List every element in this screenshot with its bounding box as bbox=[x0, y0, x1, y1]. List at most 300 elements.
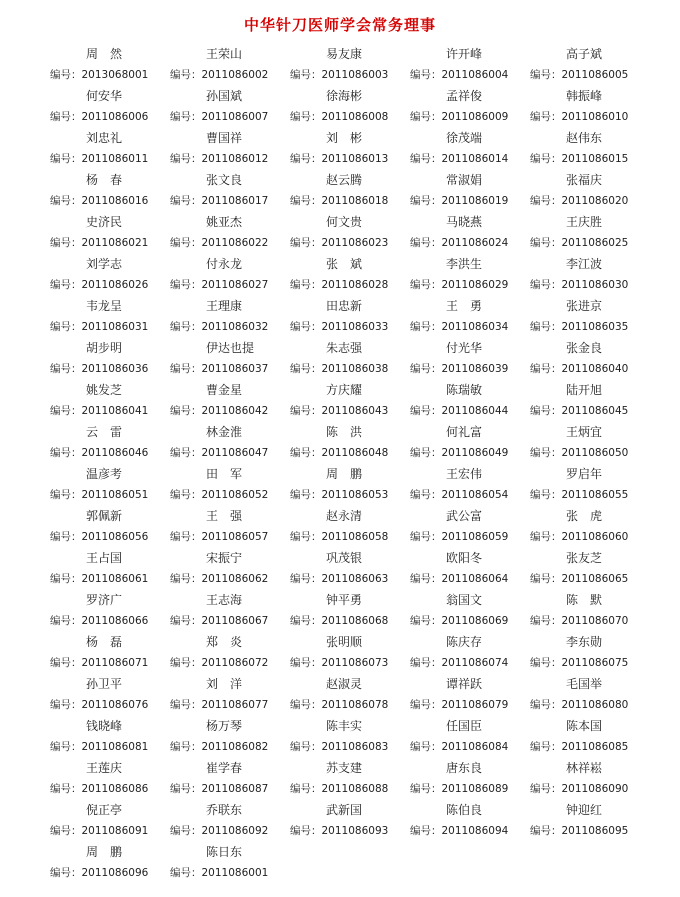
member-number bbox=[50, 611, 148, 631]
member-number bbox=[410, 569, 508, 589]
number-value: 2011086083 bbox=[321, 741, 389, 753]
member-name: 林祥崧 bbox=[566, 761, 603, 775]
member-number bbox=[530, 569, 628, 589]
name-line bbox=[0, 758, 680, 778]
number-value: 2011086040 bbox=[561, 363, 629, 375]
number-value: 2011086046 bbox=[81, 447, 149, 459]
member-number bbox=[290, 821, 388, 841]
number-label: 编号： bbox=[50, 489, 82, 501]
number-value: 2011086072 bbox=[201, 657, 269, 669]
number-value: 2011086084 bbox=[441, 741, 509, 753]
number-label: 编号： bbox=[530, 573, 562, 585]
number-value: 2011086019 bbox=[441, 195, 509, 207]
member-number bbox=[290, 569, 388, 589]
member-number bbox=[50, 359, 148, 379]
member-name: 王炳宜 bbox=[566, 425, 603, 439]
number-label: 编号： bbox=[530, 447, 562, 459]
member-number bbox=[170, 653, 268, 673]
number-value: 2011086056 bbox=[81, 531, 149, 543]
number-label: 编号： bbox=[410, 825, 442, 837]
member-name: 陈瑞敏 bbox=[446, 383, 483, 397]
number-value: 2011086062 bbox=[201, 573, 269, 585]
number-value: 2011086085 bbox=[561, 741, 629, 753]
name-line bbox=[0, 674, 680, 694]
number-value: 2011086065 bbox=[561, 573, 629, 585]
member-name: 杨万琴 bbox=[206, 719, 243, 733]
number-value: 2011086095 bbox=[561, 825, 629, 837]
number-value: 2011086007 bbox=[201, 111, 269, 123]
member-number bbox=[530, 611, 628, 631]
member-number bbox=[410, 401, 508, 421]
number-value: 2011086094 bbox=[441, 825, 509, 837]
name-line bbox=[0, 422, 680, 442]
member-number bbox=[410, 191, 508, 211]
member-number bbox=[410, 485, 508, 505]
member-number bbox=[50, 569, 148, 589]
number-value: 2011086066 bbox=[81, 615, 149, 627]
number-label: 编号： bbox=[50, 279, 82, 291]
member-number bbox=[410, 233, 508, 253]
member-number bbox=[50, 149, 148, 169]
number-value: 2011086059 bbox=[441, 531, 509, 543]
member-number bbox=[290, 107, 388, 127]
number-label: 编号： bbox=[50, 69, 82, 81]
number-label: 编号： bbox=[410, 111, 442, 123]
number-label: 编号： bbox=[170, 69, 202, 81]
member-name: 常淑娟 bbox=[446, 173, 483, 187]
member-number bbox=[170, 401, 268, 421]
number-label: 编号： bbox=[290, 825, 322, 837]
member-row bbox=[0, 128, 680, 170]
number-value: 2011086010 bbox=[561, 111, 629, 123]
member-number bbox=[410, 443, 508, 463]
number-label: 编号： bbox=[170, 489, 202, 501]
member-name: 徐茂端 bbox=[446, 131, 483, 145]
number-value: 2011086006 bbox=[81, 111, 149, 123]
name-line bbox=[0, 506, 680, 526]
number-value: 2011086089 bbox=[441, 783, 509, 795]
number-label: 编号： bbox=[410, 363, 442, 375]
number-value: 2011086091 bbox=[81, 825, 149, 837]
member-number bbox=[170, 737, 268, 757]
member-name: 陈日东 bbox=[206, 845, 243, 859]
member-name: 赵淑灵 bbox=[326, 677, 363, 691]
number-value: 2011086004 bbox=[441, 69, 509, 81]
member-row bbox=[0, 632, 680, 674]
member-name: 王理康 bbox=[206, 299, 243, 313]
member-name: 杨 磊 bbox=[86, 635, 123, 649]
member-name: 赵伟东 bbox=[566, 131, 603, 145]
number-value: 2011086023 bbox=[321, 237, 389, 249]
number-label: 编号： bbox=[530, 237, 562, 249]
member-row bbox=[0, 548, 680, 590]
number-value: 2011086078 bbox=[321, 699, 389, 711]
member-name: 陈 洪 bbox=[326, 425, 363, 439]
member-name: 王荣山 bbox=[206, 47, 243, 61]
member-name: 林金淮 bbox=[206, 425, 243, 439]
member-number bbox=[170, 359, 268, 379]
number-label: 编号： bbox=[170, 867, 202, 879]
member-name: 付光华 bbox=[446, 341, 483, 355]
member-number bbox=[170, 695, 268, 715]
name-line bbox=[0, 254, 680, 274]
number-label: 编号： bbox=[290, 237, 322, 249]
member-name: 姚亚杰 bbox=[206, 215, 243, 229]
member-number bbox=[530, 233, 628, 253]
member-name: 张金良 bbox=[566, 341, 603, 355]
number-label: 编号： bbox=[170, 237, 202, 249]
member-row bbox=[0, 674, 680, 716]
member-name: 郭佩新 bbox=[86, 509, 123, 523]
number-value: 2011086037 bbox=[201, 363, 269, 375]
member-name: 温彦考 bbox=[86, 467, 123, 481]
member-number bbox=[170, 233, 268, 253]
member-name: 周 鹏 bbox=[326, 467, 363, 481]
number-label: 编号： bbox=[530, 783, 562, 795]
member-number bbox=[50, 821, 148, 841]
member-number bbox=[50, 317, 148, 337]
member-number bbox=[290, 149, 388, 169]
number-label: 编号： bbox=[50, 405, 82, 417]
member-name: 巩茂银 bbox=[326, 551, 363, 565]
number-value: 2011086092 bbox=[201, 825, 269, 837]
number-line bbox=[0, 233, 680, 253]
number-label: 编号： bbox=[530, 657, 562, 669]
number-value: 2011086008 bbox=[321, 111, 389, 123]
number-label: 编号： bbox=[410, 321, 442, 333]
member-number bbox=[50, 863, 148, 883]
number-value: 2011086058 bbox=[321, 531, 389, 543]
member-number bbox=[50, 737, 148, 757]
number-value: 2011086047 bbox=[201, 447, 269, 459]
number-label: 编号： bbox=[170, 615, 202, 627]
member-name: 张福庆 bbox=[566, 173, 603, 187]
number-label: 编号： bbox=[170, 405, 202, 417]
member-number bbox=[410, 359, 508, 379]
number-line bbox=[0, 695, 680, 715]
number-label: 编号： bbox=[410, 237, 442, 249]
number-label: 编号： bbox=[170, 657, 202, 669]
member-name: 武新国 bbox=[326, 803, 363, 817]
member-number bbox=[530, 149, 628, 169]
number-value: 2011086018 bbox=[321, 195, 389, 207]
member-row bbox=[0, 296, 680, 338]
number-value: 2011086029 bbox=[441, 279, 509, 291]
number-label: 编号： bbox=[170, 321, 202, 333]
number-value: 2011086055 bbox=[561, 489, 629, 501]
member-name: 罗启年 bbox=[566, 467, 603, 481]
member-row bbox=[0, 758, 680, 800]
name-line bbox=[0, 170, 680, 190]
number-line bbox=[0, 863, 680, 883]
number-line bbox=[0, 527, 680, 547]
member-number bbox=[530, 401, 628, 421]
number-label: 编号： bbox=[290, 111, 322, 123]
number-value: 2011086074 bbox=[441, 657, 509, 669]
number-label: 编号： bbox=[290, 153, 322, 165]
number-line bbox=[0, 569, 680, 589]
member-name: 曹金星 bbox=[206, 383, 243, 397]
member-number bbox=[530, 653, 628, 673]
number-line bbox=[0, 611, 680, 631]
number-value: 2011086015 bbox=[561, 153, 629, 165]
number-label: 编号： bbox=[410, 195, 442, 207]
number-label: 编号： bbox=[50, 699, 82, 711]
member-number bbox=[530, 359, 628, 379]
member-name: 张 斌 bbox=[326, 257, 363, 271]
number-value: 2011086022 bbox=[201, 237, 269, 249]
number-value: 2011086075 bbox=[561, 657, 629, 669]
number-value: 2011086077 bbox=[201, 699, 269, 711]
member-name: 翁国文 bbox=[446, 593, 483, 607]
number-value: 2011086069 bbox=[441, 615, 509, 627]
member-number bbox=[530, 107, 628, 127]
member-name: 陆开旭 bbox=[566, 383, 603, 397]
member-row bbox=[0, 44, 680, 86]
number-label: 编号： bbox=[170, 783, 202, 795]
number-label: 编号： bbox=[410, 741, 442, 753]
member-name: 马晓燕 bbox=[446, 215, 483, 229]
member-name: 高子斌 bbox=[566, 47, 603, 61]
number-label: 编号： bbox=[170, 111, 202, 123]
member-row bbox=[0, 212, 680, 254]
member-number bbox=[170, 317, 268, 337]
member-name: 郑 炎 bbox=[206, 635, 243, 649]
number-label: 编号： bbox=[170, 447, 202, 459]
number-value: 2011086045 bbox=[561, 405, 629, 417]
member-name: 宋振宁 bbox=[206, 551, 243, 565]
number-label: 编号： bbox=[530, 279, 562, 291]
number-label: 编号： bbox=[170, 363, 202, 375]
number-label: 编号： bbox=[290, 405, 322, 417]
member-number bbox=[410, 65, 508, 85]
number-value: 2011086009 bbox=[441, 111, 509, 123]
number-value: 2011086052 bbox=[201, 489, 269, 501]
member-row bbox=[0, 380, 680, 422]
number-value: 2011086060 bbox=[561, 531, 629, 543]
number-label: 编号： bbox=[530, 153, 562, 165]
member-name: 刘学志 bbox=[86, 257, 123, 271]
number-label: 编号： bbox=[290, 447, 322, 459]
member-name: 李江波 bbox=[566, 257, 603, 271]
number-line bbox=[0, 443, 680, 463]
number-label: 编号： bbox=[410, 699, 442, 711]
number-value: 2011086044 bbox=[441, 405, 509, 417]
member-number bbox=[530, 275, 628, 295]
member-name: 韩振峰 bbox=[566, 89, 603, 103]
member-row bbox=[0, 800, 680, 842]
number-value: 2011086068 bbox=[321, 615, 389, 627]
member-name: 孙卫平 bbox=[86, 677, 123, 691]
number-value: 2011086021 bbox=[81, 237, 149, 249]
member-number bbox=[410, 821, 508, 841]
number-value: 2011086076 bbox=[81, 699, 149, 711]
number-label: 编号： bbox=[530, 69, 562, 81]
member-number bbox=[530, 191, 628, 211]
member-number bbox=[290, 695, 388, 715]
number-value: 2011086064 bbox=[441, 573, 509, 585]
member-row bbox=[0, 590, 680, 632]
member-row bbox=[0, 422, 680, 464]
member-name: 陈丰实 bbox=[326, 719, 363, 733]
member-name: 毛国举 bbox=[566, 677, 603, 691]
member-number bbox=[170, 779, 268, 799]
member-number bbox=[410, 149, 508, 169]
member-number bbox=[50, 779, 148, 799]
number-label: 编号： bbox=[50, 741, 82, 753]
member-name: 云 雷 bbox=[86, 425, 123, 439]
member-row bbox=[0, 842, 680, 884]
number-value: 2011086017 bbox=[201, 195, 269, 207]
member-name: 史济民 bbox=[86, 215, 123, 229]
number-label: 编号： bbox=[290, 321, 322, 333]
member-number bbox=[170, 527, 268, 547]
member-name: 田忠新 bbox=[326, 299, 363, 313]
member-number bbox=[290, 401, 388, 421]
number-line bbox=[0, 779, 680, 799]
number-value: 2011086031 bbox=[81, 321, 149, 333]
member-name: 孟祥俊 bbox=[446, 89, 483, 103]
member-row bbox=[0, 86, 680, 128]
name-line bbox=[0, 632, 680, 652]
member-row bbox=[0, 506, 680, 548]
member-number bbox=[50, 443, 148, 463]
number-value: 2011086003 bbox=[321, 69, 389, 81]
member-name: 朱志强 bbox=[326, 341, 363, 355]
number-line bbox=[0, 485, 680, 505]
member-name: 许开峰 bbox=[446, 47, 483, 61]
member-name: 赵永清 bbox=[326, 509, 363, 523]
member-number bbox=[170, 149, 268, 169]
member-name: 乔联东 bbox=[206, 803, 243, 817]
number-value: 2011086038 bbox=[321, 363, 389, 375]
member-row bbox=[0, 338, 680, 380]
number-line bbox=[0, 821, 680, 841]
number-label: 编号： bbox=[530, 825, 562, 837]
member-name: 王莲庆 bbox=[86, 761, 123, 775]
number-value: 2011086050 bbox=[561, 447, 629, 459]
number-value: 2011086001 bbox=[201, 867, 269, 879]
name-line bbox=[0, 128, 680, 148]
member-number bbox=[170, 821, 268, 841]
number-label: 编号： bbox=[290, 783, 322, 795]
number-label: 编号： bbox=[290, 573, 322, 585]
member-number bbox=[530, 821, 628, 841]
member-name: 曹国祥 bbox=[206, 131, 243, 145]
member-number bbox=[50, 65, 148, 85]
member-name: 付永龙 bbox=[206, 257, 243, 271]
number-value: 2011086032 bbox=[201, 321, 269, 333]
number-label: 编号： bbox=[530, 363, 562, 375]
number-label: 编号： bbox=[530, 111, 562, 123]
number-value: 2011086013 bbox=[321, 153, 389, 165]
name-line bbox=[0, 548, 680, 568]
member-number bbox=[50, 485, 148, 505]
number-line bbox=[0, 653, 680, 673]
number-line bbox=[0, 191, 680, 211]
number-value: 2011086012 bbox=[201, 153, 269, 165]
member-name: 倪正亭 bbox=[86, 803, 123, 817]
member-number bbox=[290, 191, 388, 211]
number-label: 编号： bbox=[290, 279, 322, 291]
number-line bbox=[0, 107, 680, 127]
name-line bbox=[0, 842, 680, 862]
member-number bbox=[290, 653, 388, 673]
number-label: 编号： bbox=[410, 783, 442, 795]
member-number bbox=[410, 275, 508, 295]
member-number bbox=[290, 527, 388, 547]
member-name: 田 军 bbox=[206, 467, 243, 481]
number-label: 编号： bbox=[50, 783, 82, 795]
name-line bbox=[0, 44, 680, 64]
number-label: 编号： bbox=[530, 405, 562, 417]
number-label: 编号： bbox=[410, 573, 442, 585]
number-value: 2011086081 bbox=[81, 741, 149, 753]
number-line bbox=[0, 359, 680, 379]
number-label: 编号： bbox=[530, 615, 562, 627]
member-number bbox=[530, 695, 628, 715]
member-name: 陈伯良 bbox=[446, 803, 483, 817]
number-label: 编号： bbox=[170, 699, 202, 711]
number-label: 编号： bbox=[290, 699, 322, 711]
member-number bbox=[530, 737, 628, 757]
member-number bbox=[170, 275, 268, 295]
number-label: 编号： bbox=[290, 489, 322, 501]
member-number bbox=[170, 191, 268, 211]
number-label: 编号： bbox=[410, 153, 442, 165]
member-number bbox=[170, 611, 268, 631]
number-value: 2011086043 bbox=[321, 405, 389, 417]
member-name: 方庆耀 bbox=[326, 383, 363, 397]
number-value: 2011086002 bbox=[201, 69, 269, 81]
member-number bbox=[50, 695, 148, 715]
number-label: 编号： bbox=[50, 195, 82, 207]
member-number bbox=[290, 275, 388, 295]
number-label: 编号： bbox=[410, 489, 442, 501]
member-name: 王志海 bbox=[206, 593, 243, 607]
member-name: 周 然 bbox=[86, 47, 123, 61]
member-name: 钟平勇 bbox=[326, 593, 363, 607]
member-name: 何文贵 bbox=[326, 215, 363, 229]
number-value: 2011086041 bbox=[81, 405, 149, 417]
number-label: 编号： bbox=[50, 153, 82, 165]
number-line bbox=[0, 65, 680, 85]
member-name: 姚发芝 bbox=[86, 383, 123, 397]
number-label: 编号： bbox=[170, 195, 202, 207]
member-number bbox=[530, 485, 628, 505]
number-label: 编号： bbox=[50, 867, 82, 879]
number-label: 编号： bbox=[290, 69, 322, 81]
number-value: 2011086033 bbox=[321, 321, 389, 333]
number-label: 编号： bbox=[170, 741, 202, 753]
member-name: 陈本国 bbox=[566, 719, 603, 733]
member-name: 任国臣 bbox=[446, 719, 483, 733]
member-number bbox=[170, 569, 268, 589]
name-line bbox=[0, 296, 680, 316]
member-name: 钟迎红 bbox=[566, 803, 603, 817]
member-name: 武公富 bbox=[446, 509, 483, 523]
number-label: 编号： bbox=[410, 447, 442, 459]
member-number bbox=[410, 695, 508, 715]
number-label: 编号： bbox=[50, 573, 82, 585]
member-name: 陈 默 bbox=[566, 593, 603, 607]
number-value: 2011086025 bbox=[561, 237, 629, 249]
member-number bbox=[410, 611, 508, 631]
number-label: 编号： bbox=[410, 69, 442, 81]
number-value: 2011086088 bbox=[321, 783, 389, 795]
member-number bbox=[410, 527, 508, 547]
number-value: 2011086027 bbox=[201, 279, 269, 291]
